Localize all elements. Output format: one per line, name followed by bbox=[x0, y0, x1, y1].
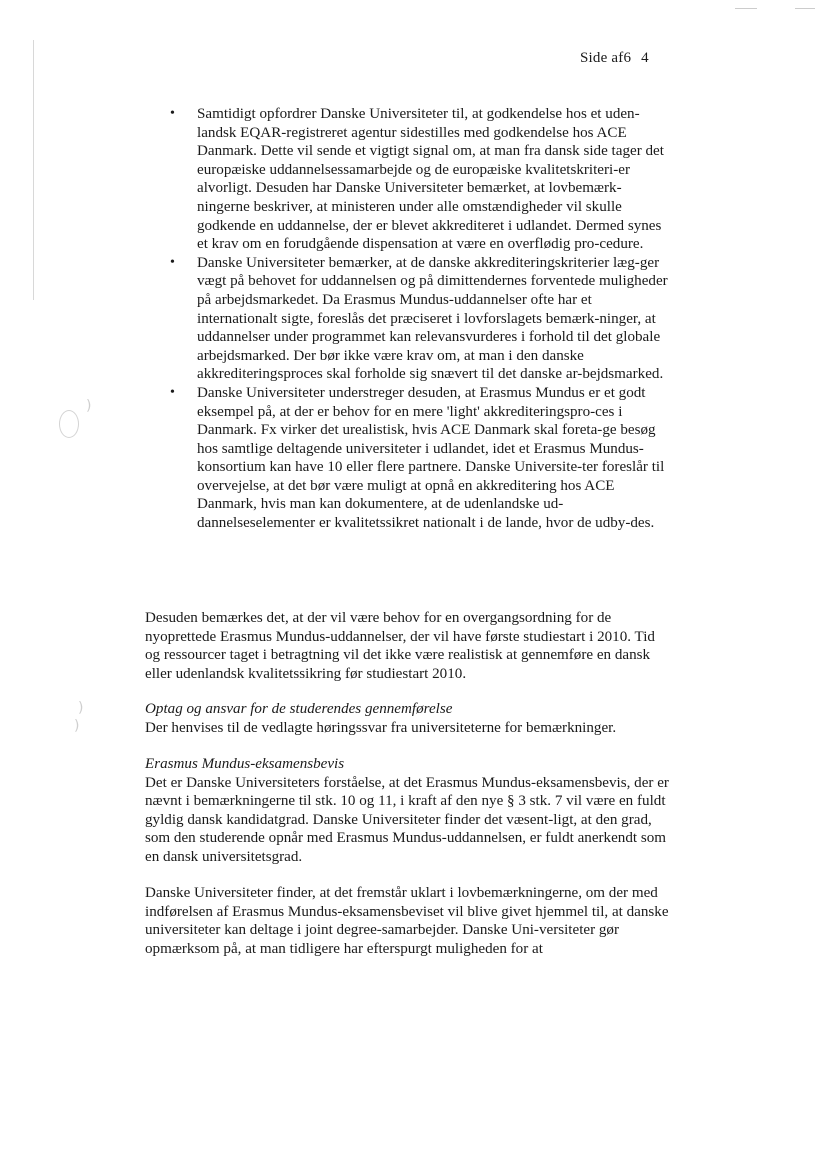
page-header bbox=[580, 50, 649, 67]
section-eksamensbevis bbox=[145, 755, 670, 867]
bullet-dot: • bbox=[170, 106, 175, 121]
page-number: 4 bbox=[641, 50, 649, 66]
bullet-text: Danske Universiteter understreger desuden, at Erasmus Mundus er et godt eksempel på, at der er behov for en mere 'light' akkrediteringspro-ces i Danmark. Fx virker det urealistisk, hvis ACE Danmark skal foreta-ge besøg hos samtlige deltagende universiteter i udlandet, idet et Erasmus Mundus-konsortium kan have 10 eller flere partnere. Danske Universite-ter foreslår til overvejelse, at det bør være muligt at opnå en akkreditering hos ACE Danmark, hvis man kan dokumentere, at de udenlandske ud-dannelseselementer er kvalitetssikret nationalt i de lande, hvor de udby-des. bbox=[197, 384, 665, 532]
punch-hole-mark bbox=[59, 410, 79, 438]
paragraph-text: Desuden bemærkes det, at der vil være behov for en overgangsordning for de nyoprettede Erasmus Mundus-uddannelser, der vil have første studiestart i 2010. Tid og ressourcer taget i betragtning vil det ikke være realistisk at gennemføre en dansk eller udenlandsk kvalitetssikring før studiestart 2010. bbox=[145, 610, 655, 682]
bullet-item bbox=[170, 105, 670, 254]
section-text: Det er Danske Universiteters forståelse, at det Erasmus Mundus-eksamensbevis, der er nævnt i bemærkningerne til stk. 10 og 11, i kraft af den nye § 3 stk. 7 vil være en fuldt gyldig dansk kandidatgrad. Danske Universiteter finder det væsent-ligt, at den grad, som den studerende opnår med Erasmus Mundus-uddannelsen, er fuldt anerkendt som en dansk universitetsgrad. bbox=[145, 774, 669, 865]
section-heading: Erasmus Mundus-eksamensbevis bbox=[145, 756, 345, 772]
scan-artifact-mark: ) bbox=[74, 718, 80, 734]
bullet-text: Danske Universiteter bemærker, at de danske akkrediteringskriterier læg-ger vægt på behovet for uddannelsen og på dimittendernes forventede muligheder på arbejdsmarkedet. Da Erasmus Mundus-uddannelser ofte har et internationalt sigte, foreslås det præciseret i lovforslagets bemærk-ninger, at uddannelser under programmet kan relevansvurderes i forhold til det globale arbejdsmarked. Der bør ikke være krav om, at man i den danske akkrediteringsproces skal forholde sig snævert til det danske ar-bejdsmarked. bbox=[197, 254, 668, 383]
bullet-dot: • bbox=[170, 254, 175, 270]
paragraph-text: Danske Universiteter finder, at det fremstår uklart i lovbemærkningerne, om der med indførelsen af Erasmus Mundus-eksamensbeviset vil blive givet hjemmel til, at danske universiteter kan deltage i joint degree-samarbejder. Danske Uni-versiteter gør opmærksom på, at man tidligere har efterspurgt muligheden for at bbox=[145, 885, 669, 957]
section-heading: Optag og ansvar for de studerendes gennemførelse bbox=[145, 701, 453, 717]
bullet-text: Samtidigt opfordrer Danske Universiteter til, at godkendelse hos et uden-landsk EQAR-registreret agentur sidestilles med godkendelse hos ACE Danmark. Dette vil sende et vigtigt signal om, at man fra dansk side tager det europæiske uddannelsessamarbejde og de europæiske kvalitetskriteri-er alvorligt. Desuden har Danske Universiteter bemærket, at lovbemærk-ningerne beskriver, at ministeren under alle omstændigheder vil skulle godkende en uddannelse, der er blevet akkrediteret i udlandet. Dermed synes et krav om en forudgående dispensation at være en overflødig pro-cedure. bbox=[197, 106, 664, 253]
scan-edge-mark bbox=[33, 40, 34, 300]
bullet-list bbox=[170, 105, 670, 533]
scan-artifact-line bbox=[735, 8, 757, 9]
section-optag bbox=[145, 700, 670, 737]
bullet-item bbox=[170, 254, 670, 384]
bullet-item bbox=[170, 384, 670, 533]
scan-artifact-mark: ) bbox=[78, 700, 84, 716]
section-text: Der henvises til de vedlagte høringssvar fra universiteterne for bemærkninger. bbox=[145, 719, 617, 736]
final-paragraph bbox=[145, 884, 670, 958]
scan-artifact-line bbox=[795, 8, 815, 9]
page-label: Side af6 bbox=[580, 50, 632, 66]
bullet-dot: • bbox=[170, 384, 175, 400]
transition-paragraph bbox=[145, 609, 670, 683]
scan-artifact-mark: ) bbox=[86, 398, 92, 414]
